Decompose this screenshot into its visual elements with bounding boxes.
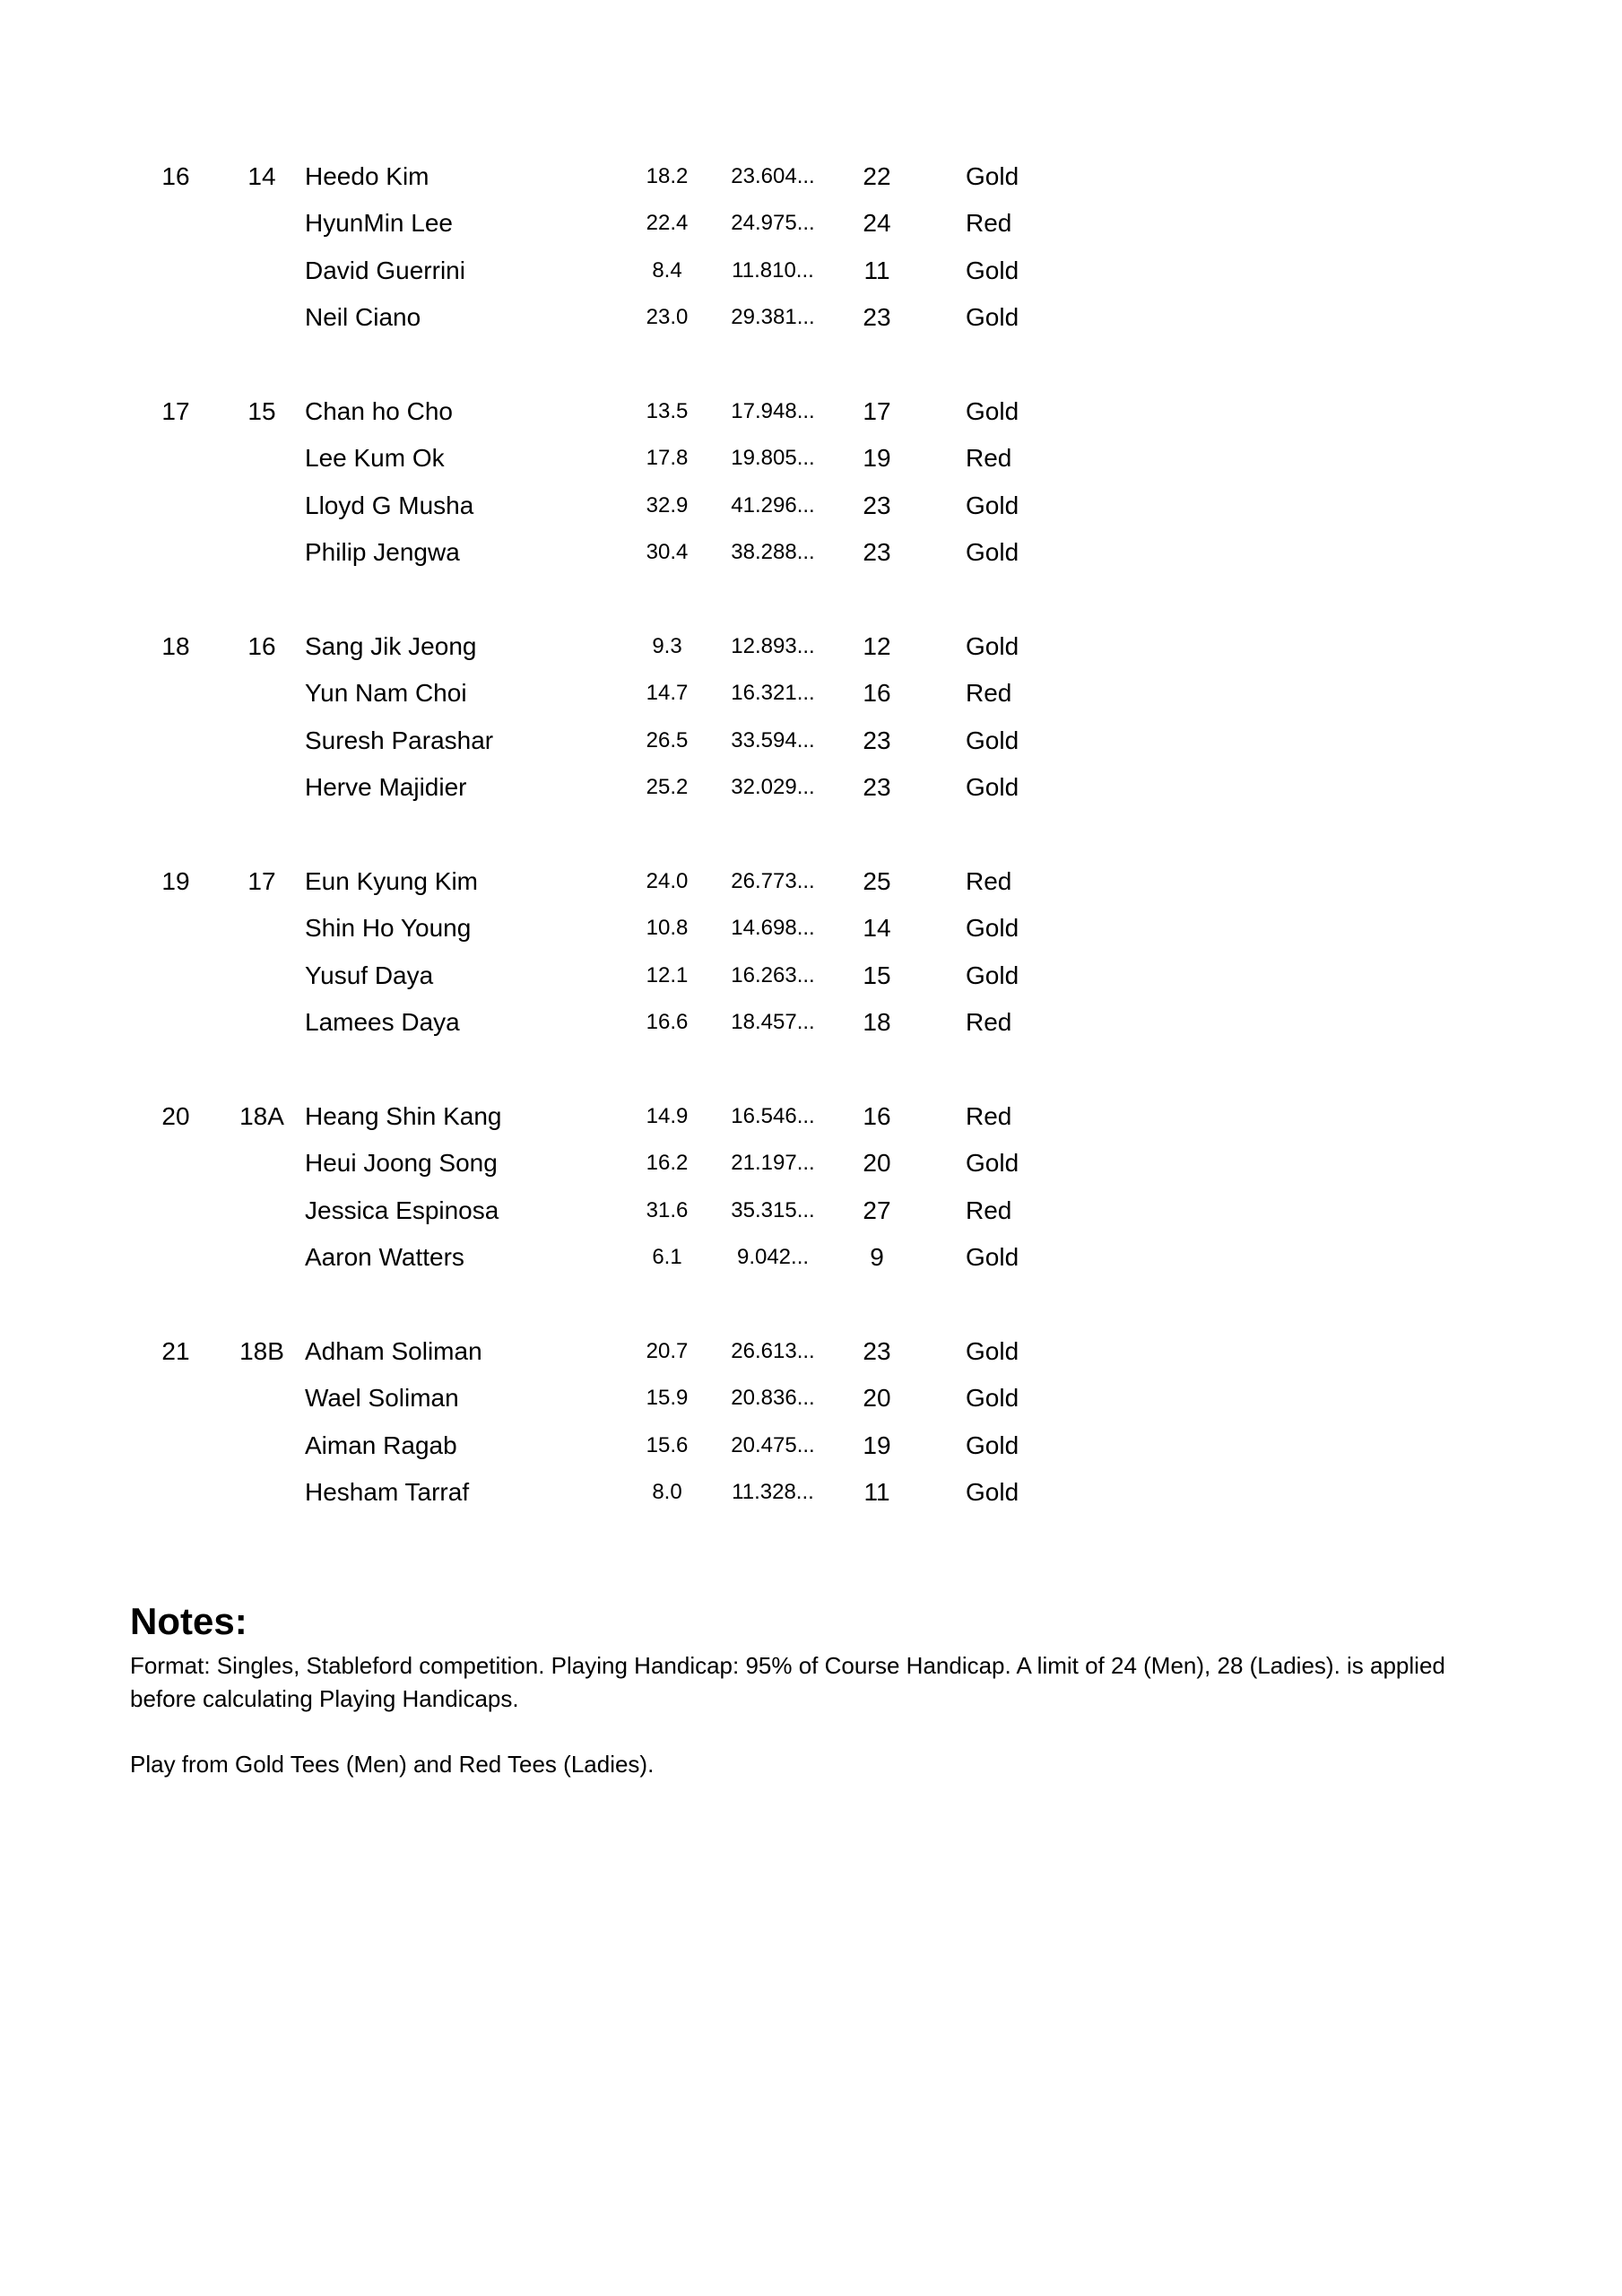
playing-handicap: 18 (863, 1008, 891, 1037)
handicap-index: 16.2 (646, 1151, 689, 1176)
player-name: Neil Ciano (305, 303, 421, 332)
playing-handicap: 27 (863, 1196, 891, 1224)
tee-colour: Red (966, 444, 1012, 473)
player-name: Chan ho Cho (305, 397, 454, 425)
player-row (0, 679, 1255, 708)
player-row (0, 1337, 1255, 1366)
tee-colour: Red (966, 679, 1012, 708)
player-row (0, 303, 1255, 332)
group-number: 17 (161, 397, 190, 425)
course-handicap: 33.594... (731, 727, 815, 752)
notes-format-text: Format: Singles, Stableford competition. Playing Handicap: 95% of Course Handicap. A limit of 24 (Men), 28 (Ladies). is applied before calculating Playing Handicaps. (130, 1652, 1445, 1712)
playing-handicap: 23 (863, 303, 891, 332)
player-name: Shin Ho Young (305, 914, 472, 943)
player-name: Hesham Tarraf (305, 1478, 470, 1507)
player-row (0, 257, 1255, 285)
playing-handicap: 23 (863, 538, 891, 567)
handicap-index: 9.3 (652, 634, 682, 658)
tee-colour: Gold (966, 1384, 1019, 1413)
tee-number: 18A (239, 1102, 284, 1130)
notes-heading: Notes: (130, 1600, 247, 1642)
course-handicap: 32.029... (731, 775, 815, 800)
handicap-index: 8.0 (652, 1480, 682, 1505)
tee-colour: Gold (966, 773, 1019, 802)
handicap-index: 17.8 (646, 446, 689, 471)
tee-colour: Gold (966, 491, 1019, 519)
player-name: Jessica Espinosa (305, 1196, 499, 1224)
tee-colour: Gold (966, 1149, 1019, 1178)
tee-colour: Gold (966, 397, 1019, 425)
course-handicap: 38.288... (731, 540, 815, 565)
tee-colour: Gold (966, 303, 1019, 332)
handicap-index: 15.6 (646, 1432, 689, 1457)
tee-colour: Red (966, 1196, 1012, 1224)
player-name: Yusuf Daya (305, 961, 434, 989)
course-handicap: 26.613... (731, 1339, 815, 1363)
player-name: Sang Jik Jeong (305, 632, 477, 660)
player-row (0, 1102, 1255, 1131)
player-row (0, 914, 1255, 943)
tee-number: 18B (239, 1337, 284, 1365)
course-handicap: 16.321... (731, 681, 815, 706)
player-name: David Guerrini (305, 256, 465, 284)
tee-colour: Red (966, 1102, 1012, 1130)
player-name: Yun Nam Choi (305, 679, 467, 708)
handicap-index: 12.1 (646, 962, 689, 987)
handicap-index: 26.5 (646, 727, 689, 752)
handicap-index: 6.1 (652, 1245, 682, 1270)
playing-handicap: 16 (863, 1102, 891, 1130)
course-handicap: 20.836... (731, 1386, 815, 1411)
player-row (0, 397, 1255, 426)
handicap-index: 31.6 (646, 1197, 689, 1222)
player-row (0, 1196, 1255, 1225)
playing-handicap: 17 (863, 397, 891, 425)
player-name: Suresh Parashar (305, 726, 494, 754)
tee-number: 15 (247, 397, 276, 425)
handicap-index: 25.2 (646, 775, 689, 800)
tee-colour: Gold (966, 961, 1019, 989)
handicap-index: 18.2 (646, 164, 689, 188)
playing-handicap: 20 (863, 1149, 891, 1178)
player-row (0, 538, 1255, 567)
player-row (0, 1384, 1255, 1413)
course-handicap: 26.773... (731, 869, 815, 893)
playing-handicap: 19 (863, 1431, 891, 1459)
tee-colour: Red (966, 209, 1012, 238)
player-name: Herve Majidier (305, 773, 467, 802)
player-row (0, 1243, 1255, 1272)
player-row (0, 773, 1255, 802)
handicap-index: 32.9 (646, 492, 689, 517)
handicap-index: 20.7 (646, 1339, 689, 1363)
player-name: Lamees Daya (305, 1008, 460, 1037)
playing-handicap: 20 (863, 1384, 891, 1413)
course-handicap: 11.810... (732, 257, 814, 283)
notes-tees-text: Play from Gold Tees (Men) and Red Tees (Ladies). (130, 1751, 655, 1778)
course-handicap: 16.263... (731, 962, 815, 987)
player-row (0, 632, 1255, 661)
course-handicap: 21.197... (731, 1151, 815, 1176)
tee-colour: Gold (966, 1478, 1019, 1507)
playing-handicap: 22 (863, 162, 891, 190)
handicap-index: 10.8 (646, 916, 689, 941)
player-name: Aiman Ragab (305, 1431, 457, 1459)
course-handicap: 16.546... (731, 1104, 815, 1128)
course-handicap: 17.948... (731, 399, 815, 423)
player-row (0, 491, 1255, 520)
player-name: Philip Jengwa (305, 538, 460, 567)
course-handicap: 9.042... (736, 1245, 810, 1270)
playing-handicap: 15 (863, 961, 891, 989)
course-handicap: 12.893... (731, 634, 815, 658)
playing-handicap: 12 (863, 632, 891, 660)
group-number: 18 (161, 632, 190, 660)
group-number: 21 (161, 1337, 190, 1365)
playing-handicap: 25 (863, 867, 891, 895)
group-number: 16 (161, 162, 190, 190)
player-row (0, 961, 1255, 990)
player-name: Lloyd G Musha (305, 491, 474, 519)
tee-colour: Gold (966, 1243, 1019, 1272)
playing-handicap: 19 (863, 444, 891, 473)
course-handicap: 41.296... (731, 492, 815, 517)
player-name: HyunMin Lee (305, 209, 453, 238)
group-number: 20 (161, 1102, 190, 1130)
playing-handicap: 23 (863, 773, 891, 802)
handicap-index: 8.4 (652, 257, 682, 283)
player-row (0, 1431, 1255, 1460)
handicap-index: 13.5 (646, 399, 689, 423)
playing-handicap: 23 (863, 1337, 891, 1365)
handicap-index: 14.7 (646, 681, 689, 706)
player-row (0, 444, 1255, 473)
playing-handicap: 24 (863, 209, 891, 238)
tee-number: 14 (247, 162, 276, 190)
tee-colour: Gold (966, 914, 1019, 943)
course-handicap: 18.457... (731, 1010, 815, 1035)
tee-number: 17 (247, 867, 276, 895)
player-name: Adham Soliman (305, 1337, 482, 1365)
group-number: 19 (161, 867, 190, 895)
course-handicap: 24.975... (731, 211, 815, 236)
course-handicap: 23.604... (731, 164, 815, 188)
player-name: Heui Joong Song (305, 1149, 498, 1178)
player-name: Aaron Watters (305, 1243, 464, 1272)
player-name: Heang Shin Kang (305, 1102, 502, 1130)
course-handicap: 19.805... (731, 446, 815, 471)
tee-colour: Gold (966, 256, 1019, 284)
playing-handicap: 23 (863, 726, 891, 754)
tee-number: 16 (247, 632, 276, 660)
playing-handicap: 11 (863, 256, 890, 284)
handicap-index: 30.4 (646, 540, 689, 565)
player-row (0, 209, 1255, 238)
playing-handicap: 11 (863, 1478, 890, 1507)
handicap-index: 23.0 (646, 305, 689, 330)
handicap-index: 24.0 (646, 869, 689, 893)
tee-colour: Gold (966, 726, 1019, 754)
tee-colour: Gold (966, 1431, 1019, 1459)
player-name: Lee Kum Ok (305, 444, 445, 473)
player-row (0, 162, 1255, 191)
tee-colour: Red (966, 867, 1012, 895)
course-handicap: 11.328... (732, 1480, 814, 1505)
tee-colour: Gold (966, 1337, 1019, 1365)
player-row (0, 1149, 1255, 1178)
player-row (0, 1008, 1255, 1037)
player-row (0, 1478, 1255, 1507)
playing-handicap: 23 (863, 491, 891, 519)
course-handicap: 20.475... (731, 1432, 815, 1457)
handicap-index: 15.9 (646, 1386, 689, 1411)
course-handicap: 35.315... (731, 1197, 815, 1222)
tee-colour: Gold (966, 162, 1019, 190)
tee-colour: Red (966, 1008, 1012, 1037)
tee-colour: Gold (966, 632, 1019, 660)
player-name: Wael Soliman (305, 1384, 459, 1413)
course-handicap: 14.698... (731, 916, 815, 941)
tee-colour: Gold (966, 538, 1019, 567)
player-name: Heedo Kim (305, 162, 429, 190)
player-row (0, 867, 1255, 896)
course-handicap: 29.381... (731, 305, 815, 330)
playing-handicap: 14 (863, 914, 891, 943)
handicap-index: 22.4 (646, 211, 689, 236)
player-row (0, 726, 1255, 755)
handicap-index: 14.9 (646, 1104, 689, 1128)
playing-handicap: 16 (863, 679, 891, 708)
handicap-index: 16.6 (646, 1010, 689, 1035)
playing-handicap: 9 (870, 1243, 884, 1272)
player-name: Eun Kyung Kim (305, 867, 478, 895)
